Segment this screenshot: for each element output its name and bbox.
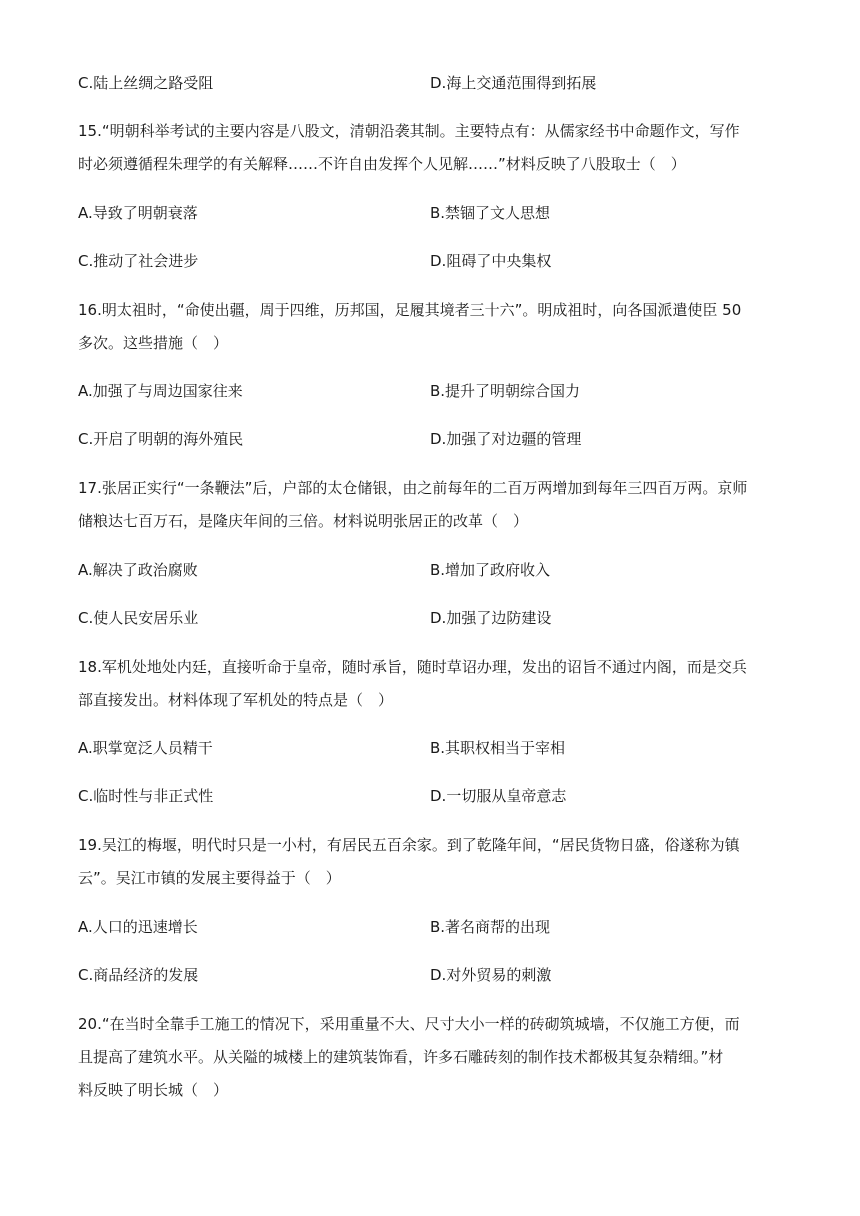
question-15-line-1: 15.“明朝科举考试的主要内容是八股文，清朝沿袭其制。主要特点有：从儒家经书中命题作文，写作 <box>78 122 740 140</box>
option-b: B.禁锢了文人思想 <box>430 204 551 222</box>
option-d: D.海上交通范围得到拓展 <box>430 74 597 92</box>
option-a: A.导致了明朝衰落 <box>78 204 198 222</box>
option-d: D.对外贸易的刺激 <box>430 966 552 984</box>
option-a: A.加强了与周边国家往来 <box>78 382 243 400</box>
question-16-line-2: 多次。这些措施（ ） <box>78 334 229 352</box>
question-17-line-1: 17.张居正实行“一条鞭法”后，户部的太仓储银，由之前每年的二百万两增加到每年三四百万两。京师 <box>78 479 748 497</box>
option-b: B.增加了政府收入 <box>430 561 551 579</box>
option-c: C.使人民安居乐业 <box>78 609 199 627</box>
question-15-line-2: 时必须遵循程朱理学的有关解释……不许自由发挥个人见解……”材料反映了八股取士（ ） <box>78 155 686 173</box>
option-b: B.其职权相当于宰相 <box>430 739 566 757</box>
question-17-line-2: 储粮达七百万石，是隆庆年间的三倍。材料说明张居正的改革（ ） <box>78 512 529 530</box>
option-b: B.提升了明朝综合国力 <box>430 382 581 400</box>
option-a: A.职掌宽泛人员精干 <box>78 739 213 757</box>
question-20-line-3: 料反映了明长城（ ） <box>78 1081 229 1099</box>
option-d: D.一切服从皇帝意志 <box>430 787 567 805</box>
question-19-line-1: 19.吴江的梅堰，明代时只是一小村，有居民五百余家。到了乾隆年间，“居民货物日盛，俗遂称为镇 <box>78 836 740 854</box>
question-20-line-1: 20.“在当时全靠手工施工的情况下，采用重量不大、尺寸大小一样的砖砌筑城墙，不仅施工方便，而 <box>78 1015 740 1033</box>
option-c: C.临时性与非正式性 <box>78 787 214 805</box>
question-16-line-1: 16.明太祖时，“命使出疆，周于四维，历邦国，足履其境者三十六”。明成祖时，向各国派遣使臣 50 <box>78 301 742 319</box>
option-c: C.开启了明朝的海外殖民 <box>78 430 244 448</box>
question-19-line-2: 云”。吴江市镇的发展主要得益于（ ） <box>78 869 341 887</box>
option-d: D.阻碍了中央集权 <box>430 252 552 270</box>
option-d: D.加强了对边疆的管理 <box>430 430 582 448</box>
question-18-line-2: 部直接发出。材料体现了军机处的特点是（ ） <box>78 691 394 709</box>
option-a: A.解决了政治腐败 <box>78 561 198 579</box>
option-a: A.人口的迅速增长 <box>78 918 198 936</box>
question-20-line-2: 且提高了建筑水平。从关隘的城楼上的建筑装饰看，许多石雕砖刻的制作技术都极其复杂精细。”材 <box>78 1048 724 1066</box>
question-18-line-1: 18.军机处地处内廷，直接听命于皇帝，随时承旨，随时草诏办理，发出的诏旨不通过内阁，而是交兵 <box>78 658 747 676</box>
option-b: B.著名商帮的出现 <box>430 918 551 936</box>
option-c: C.商品经济的发展 <box>78 966 199 984</box>
option-c: C.陆上丝绸之路受阻 <box>78 74 214 92</box>
option-d: D.加强了边防建设 <box>430 609 552 627</box>
option-c: C.推动了社会进步 <box>78 252 199 270</box>
